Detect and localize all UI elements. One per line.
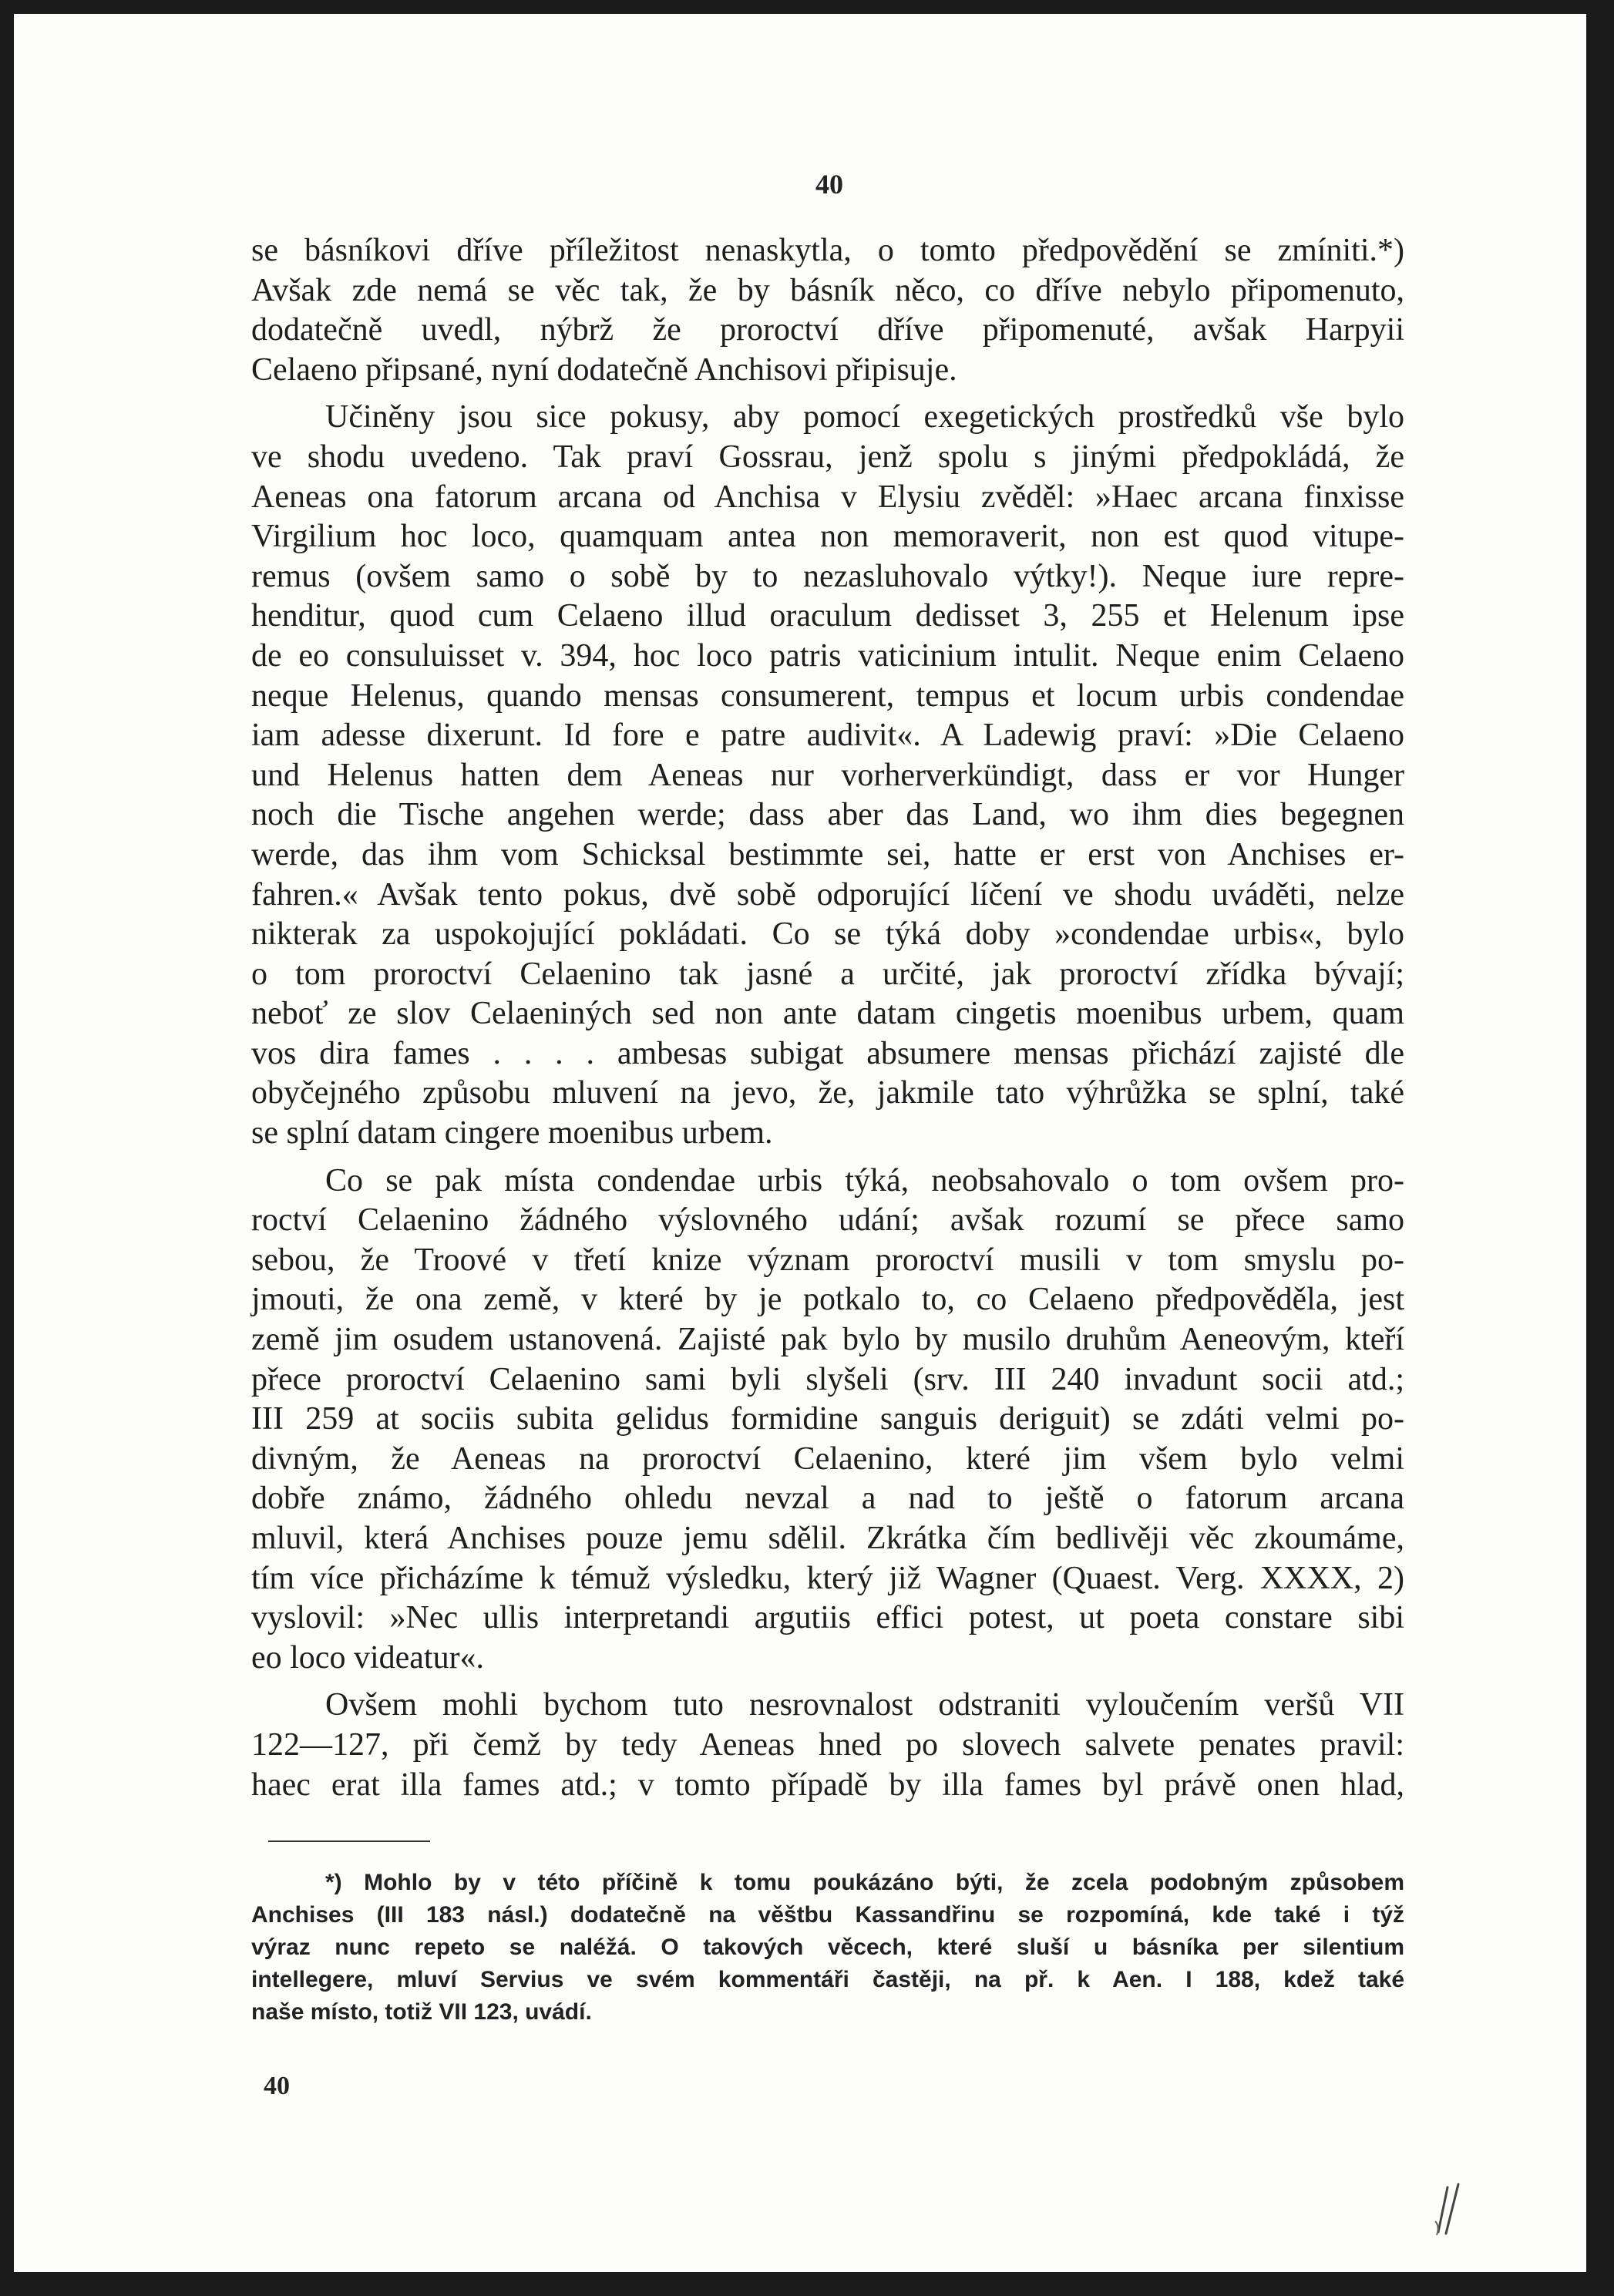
text-line: vyslovil: »Nec ullis interpretandi argutiis effici potest, ut poeta constare sibi [251, 1600, 1404, 1636]
text-line: Celaeno připsané, nyní dodatečně Anchisovi připisuje. [251, 351, 957, 388]
text-line: dobře známo, žádného ohledu nevzal a nad to ještě o fatorum arcana [251, 1481, 1404, 1517]
text-line: se básníkovi dříve příležitost nenaskytla, o tomto předpovědění se zmíniti.*) [251, 233, 1404, 268]
text-line: noch die Tische angehen werde; dass aber das Land, wo ihm dies begegnen [251, 797, 1404, 833]
text-line: divným, že Aeneas na proroctví Celaenino, které jim všem bylo velmi [251, 1440, 1404, 1477]
text-line: de eo consuluisset v. 394, hoc loco patris vaticinium intulit. Neque enim Celaeno [251, 637, 1404, 674]
footnote-line: intellegere, mluví Servius ve svém kommentáři častěji, na př. k Aen. I 188, kdež také [251, 1967, 1404, 1992]
handwritten-mark-icon [1427, 2178, 1474, 2240]
text-line: henditur, quod cum Celaeno illud oraculum dedisset 3, 255 et Helenum ipse [251, 598, 1404, 634]
text-line: se splní datam cingere moenibus urbem. [251, 1115, 773, 1151]
body-text [251, 231, 1404, 1813]
text-line: roctví Celaenino žádného výslovného udání; avšak rozumí se přece samo [251, 1202, 1404, 1239]
paragraph-4 [251, 1686, 1404, 1805]
text-line: Aeneas ona fatorum arcana od Anchisa v Elysiu zvěděl: »Haec arcana finxisse [251, 479, 1404, 515]
text-line: o tom proroctví Celaenino tak jasné a určité, jak proroctví zřídka bývají; [251, 956, 1404, 992]
text-line: tím více přicházíme k témuž výsledku, který již Wagner (Quaest. Verg. XXXX, 2) [251, 1560, 1404, 1596]
text-line: jmouti, že ona země, v které by je potkalo to, co Celaeno předpověděla, jest [251, 1282, 1404, 1318]
footnote-divider [268, 1840, 430, 1842]
text-line: werde, das ihm vom Schicksal bestimmte sei, hatte er erst von Anchises er- [251, 836, 1404, 872]
text-line: Avšak zde nemá se věc tak, že by básník něco, co dříve nebylo připomenuto, [251, 272, 1404, 308]
paragraph-3 [251, 1161, 1404, 1679]
footnote-line: naše místo, totiž VII 123, uvádí. [251, 1999, 592, 2025]
text-line: dodatečně uvedl, nýbrž že proroctví dříve připomenuté, avšak Harpyii [251, 312, 1404, 348]
text-line: Ovšem mohli bychom tuto nesrovnalost odstraniti vyloučením veršů VII [325, 1687, 1404, 1723]
page-sheet [14, 14, 1586, 2272]
text-line: obyčejného způsobu mluvení na jevo, že, jakmile tato výhrůžka se splní, také [251, 1075, 1404, 1111]
paragraph-1 [251, 231, 1404, 390]
paragraph-2 [251, 398, 1404, 1153]
text-line: Virgilium hoc loco, quamquam antea non memoraverit, non est quod vitupe- [251, 519, 1404, 555]
text-line: země jim osudem ustanovená. Zajisté pak bylo by musilo druhům Aeneovým, kteří [251, 1322, 1404, 1358]
text-line: III 259 at sociis subita gelidus formidine sanguis deriguit) se zdáti velmi po- [251, 1401, 1404, 1437]
text-line: iam adesse dixerunt. Id fore e patre audivit«. A Ladewig praví: »Die Celaeno [251, 718, 1404, 754]
text-line: remus (ovšem samo o sobě by to nezasluhovalo výtky!). Neque iure repre- [251, 558, 1404, 594]
text-line: mluvil, která Anchises pouze jemu sdělil. Zkrátka čím bedlivěji věc zkoumáme, [251, 1521, 1404, 1556]
text-line: přece proroctví Celaenino sami byli slyšeli (srv. III 240 invadunt socii atd.; [251, 1361, 1404, 1397]
footnote-line: Anchises (III 183 násl.) dodatečně na věštbu Kassandřinu se rozpomíná, kde také i týž [251, 1902, 1404, 1928]
text-line: fahren.« Avšak tento pokus, dvě sobě odporující líčení ve shodu uváděti, nelze [251, 876, 1404, 913]
text-line: nikterak za uspokojující pokládati. Co se týká doby »condendae urbis«, bylo [251, 916, 1404, 953]
text-line: ve shodu uvedeno. Tak praví Gossrau, jenž spolu s jinými předpokládá, že [251, 439, 1404, 475]
text-line: Učiněny jsou sice pokusy, aby pomocí exegetických prostředků vše bylo [325, 399, 1404, 435]
text-line: haec erat illa fames atd.; v tomto případě by illa fames byl právě onen hlad, [251, 1767, 1404, 1803]
text-line: neboť ze slov Celaeniných sed non ante datam cingetis moenibus urbem, quam [251, 996, 1404, 1032]
text-line: 122—127, při čemž by tedy Aeneas hned po slovech salvete penates pravil: [251, 1726, 1404, 1763]
text-line: vos dira fames . . . . ambesas subigat absumere mensas přichází zajisté dle [251, 1035, 1404, 1071]
text-line: und Helenus hatten dem Aeneas nur vorherverkündigt, dass er vor Hunger [251, 757, 1404, 793]
text-line: eo loco videatur«. [251, 1639, 485, 1676]
footnote-line: *) Mohlo by v této příčině k tomu poukázáno býti, že zcela podobným způsobem [325, 1870, 1404, 1895]
text-line: sebou, že Troové v třetí knize význam proroctví musili v tom smyslu po- [251, 1242, 1404, 1278]
text-line: Co se pak místa condendae urbis týká, neobsahovalo o tom ovšem pro- [325, 1162, 1404, 1198]
footnote-line: výraz nunc repeto se naléžá. O takových věcech, které sluší u básníka per silentium [251, 1935, 1404, 1960]
page-number-bottom: 40 [264, 2072, 290, 2100]
footnote [251, 1867, 1404, 2029]
page-number-top: 40 [815, 169, 843, 200]
text-line: neque Helenus, quando mensas consumerent, tempus et locum urbis condendae [251, 677, 1404, 714]
